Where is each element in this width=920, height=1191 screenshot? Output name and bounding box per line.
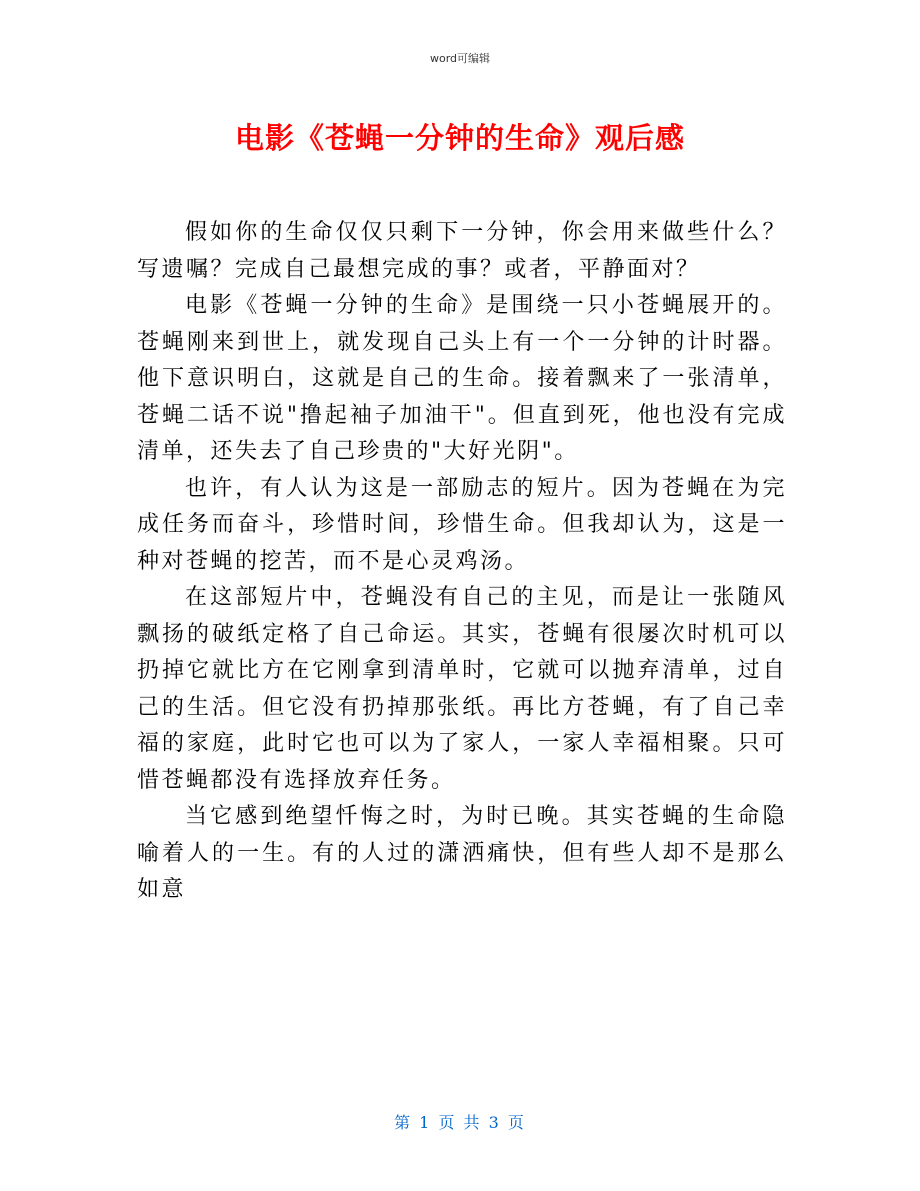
paragraph-1: 假如你的生命仅仅只剩下一分钟，你会用来做些什么？写遗嘱？完成自己最想完成的事？或者，平静面对？	[137, 220, 787, 282]
page-number-footer: 第 1 页 共 3 页	[394, 1113, 526, 1132]
header-note: word可编辑	[429, 52, 491, 65]
document-title: 电影《苍蝇一分钟的生命》观后感	[234, 121, 685, 155]
paragraph-2: 电影《苍蝇一分钟的生命》是围绕一只小苍蝇展开的。苍蝇刚来到世上，就发现自己头上有一个一分钟的计时器。他下意识明白，这就是自己的生命。接着飘来了一张清单，苍蝇二话不说"撸起袖子加油干"。但直到死，他也没有完成清单，还失去了自己珍贵的"大好光阴"。	[137, 293, 787, 464]
document-body	[137, 215, 787, 909]
paragraph-5: 当它感到绝望忏悔之时，为时已晚。其实苍蝇的生命隐喻着人的一生。有的人过的潇洒痛快，但有些人却不是那么如意	[137, 804, 787, 902]
paragraph-3: 也许，有人认为这是一部励志的短片。因为苍蝇在为完成任务而奋斗，珍惜时间，珍惜生命。但我却认为，这是一种对苍蝇的挖苦，而不是心灵鸡汤。	[137, 475, 787, 574]
paragraph-4: 在这部短片中，苍蝇没有自己的主见，而是让一张随风飘扬的破纸定格了自己命运。其实，苍蝇有很屡次时机可以扔掉它就比方在它刚拿到清单时，它就可以抛弃清单，过自己的生活。但它没有扔掉那张纸。再比方苍蝇，有了自己幸福的家庭，此时它也可以为了家人，一家人幸福相聚。只可惜苍蝇都没有选择放弃任务。	[137, 585, 787, 793]
